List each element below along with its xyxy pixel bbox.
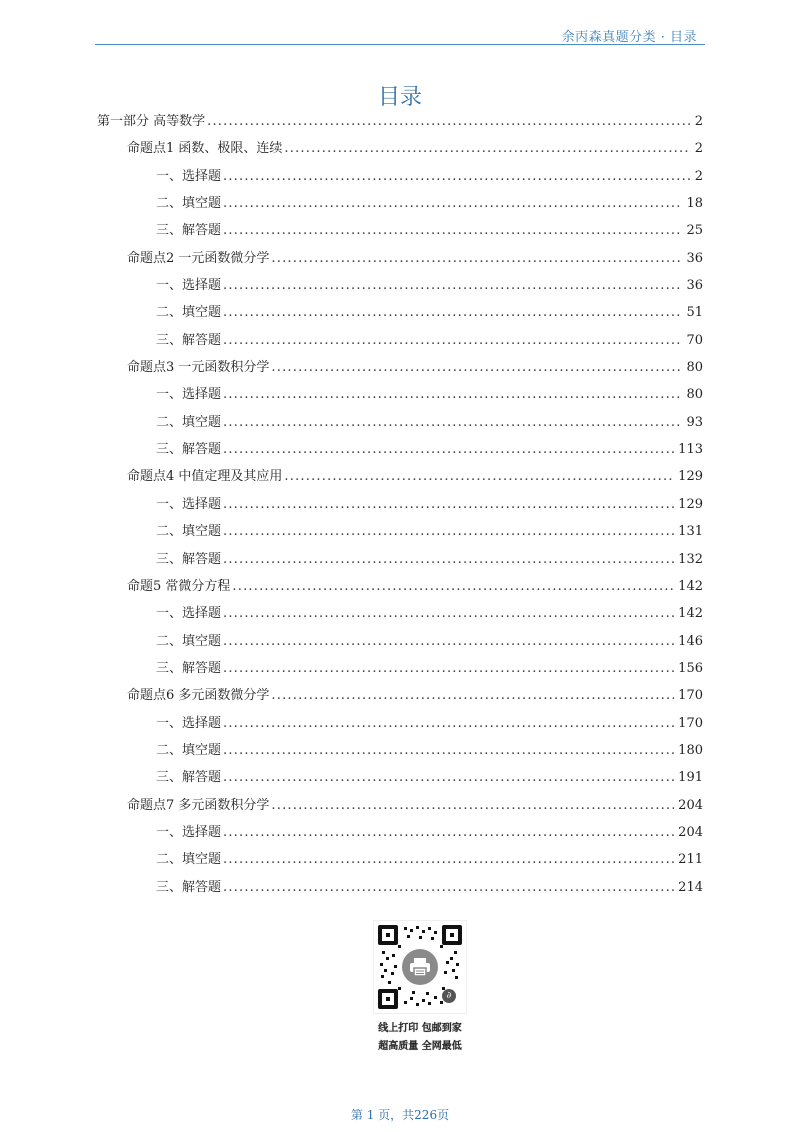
toc-part[interactable]	[95, 108, 705, 135]
toc-section[interactable]	[95, 518, 705, 545]
toc-section[interactable]	[95, 436, 705, 463]
toc-leader-dots	[223, 381, 682, 408]
toc-page-number: 211	[678, 852, 703, 868]
toc-label: 一、选择题	[156, 606, 222, 622]
toc-label: 命题点6 多元函数微分学	[127, 688, 270, 704]
toc-page-number: 204	[678, 797, 703, 813]
toc-label: 三、解答题	[156, 770, 222, 786]
toc-label: 三、解答题	[156, 551, 222, 567]
toc-leader-dots	[223, 600, 674, 627]
toc-section[interactable]	[95, 819, 705, 846]
toc-page-number: 214	[678, 879, 703, 895]
toc-leader-dots	[271, 354, 682, 381]
toc-page-number: 2	[694, 114, 703, 129]
toc-leader-dots	[223, 518, 674, 545]
mini-program-icon: ∂	[442, 989, 456, 1003]
toc-page-number: 170	[678, 715, 703, 731]
toc-section[interactable]	[95, 299, 705, 326]
toc-page-number: 2	[694, 168, 703, 184]
toc-label: 二、填空题	[156, 852, 222, 868]
toc-leader-dots	[223, 327, 682, 354]
toc-leader-dots	[284, 463, 674, 490]
toc-leader-dots	[223, 299, 682, 326]
header-text: 余丙森真题分类 · 目录	[561, 30, 697, 45]
toc-page-number: 131	[678, 524, 703, 540]
toc-chapter[interactable]	[95, 463, 705, 490]
toc-page-number: 132	[678, 551, 703, 567]
toc-label: 一、选择题	[156, 278, 222, 294]
toc-leader-dots	[223, 819, 674, 846]
toc-label: 命题点7 多元函数积分学	[127, 797, 270, 813]
toc-chapter[interactable]	[95, 792, 705, 819]
toc-label: 命题点4 中值定理及其应用	[127, 469, 283, 485]
toc-label: 三、解答题	[156, 223, 222, 239]
toc-leader-dots	[232, 573, 674, 600]
toc-leader-dots	[223, 163, 691, 190]
printer-icon	[402, 949, 438, 985]
toc-chapter[interactable]	[95, 135, 705, 162]
toc-page-number: 170	[678, 688, 703, 704]
toc-section[interactable]	[95, 381, 705, 408]
toc-chapter[interactable]	[95, 573, 705, 600]
toc-chapter[interactable]	[95, 682, 705, 709]
toc-label: 二、填空题	[156, 414, 222, 430]
toc-page-number: 2	[694, 141, 703, 157]
qr-code[interactable]	[373, 920, 467, 1014]
toc-chapter[interactable]	[95, 354, 705, 381]
toc-leader-dots	[223, 628, 674, 655]
toc-leader-dots	[271, 792, 674, 819]
toc-page-number: 36	[686, 250, 703, 266]
toc-section[interactable]	[95, 737, 705, 764]
toc-page-number: 70	[686, 332, 703, 348]
toc-section[interactable]	[95, 655, 705, 682]
toc-label: 一、选择题	[156, 387, 222, 403]
toc-section[interactable]	[95, 409, 705, 436]
toc-label: 一、选择题	[156, 168, 222, 184]
toc-page-number: 204	[678, 824, 703, 840]
toc-label: 三、解答题	[156, 332, 222, 348]
toc-leader-dots	[223, 710, 674, 737]
toc-page-number: 51	[686, 305, 703, 321]
toc-label: 一、选择题	[156, 496, 222, 512]
toc-label: 一、选择题	[156, 715, 222, 731]
toc-label: 第一部分 高等数学	[97, 114, 206, 129]
toc-leader-dots	[223, 190, 682, 217]
toc-leader-dots	[223, 764, 674, 791]
toc-leader-dots	[223, 409, 682, 436]
toc-label: 三、解答题	[156, 442, 222, 458]
toc-label: 二、填空题	[156, 524, 222, 540]
toc-page-number: 36	[686, 278, 703, 294]
toc-label: 命题点1 函数、极限、连续	[127, 141, 283, 157]
toc-leader-dots	[223, 737, 674, 764]
toc-label: 命题点3 一元函数积分学	[127, 360, 270, 376]
toc-label: 三、解答题	[156, 660, 222, 676]
toc-section[interactable]	[95, 600, 705, 627]
toc-page-number: 93	[686, 414, 703, 430]
toc-page-number: 25	[686, 223, 703, 239]
toc-page-number: 80	[686, 387, 703, 403]
toc-leader-dots	[223, 491, 674, 518]
toc-page-number: 142	[678, 606, 703, 622]
toc-page-number: 146	[678, 633, 703, 649]
toc-leader-dots	[223, 546, 674, 573]
toc-chapter[interactable]	[95, 245, 705, 272]
toc-section[interactable]	[95, 272, 705, 299]
toc-leader-dots	[207, 108, 691, 135]
toc-section[interactable]	[95, 491, 705, 518]
toc-label: 二、填空题	[156, 633, 222, 649]
toc-section[interactable]	[95, 628, 705, 655]
toc-section[interactable]	[95, 190, 705, 217]
toc-page-number: 180	[678, 742, 703, 758]
toc-section[interactable]	[95, 764, 705, 791]
toc-section[interactable]	[95, 163, 705, 190]
toc-label: 二、填空题	[156, 196, 222, 212]
qr-promo	[372, 920, 468, 1056]
toc-leader-dots	[223, 655, 674, 682]
toc-page-number: 80	[686, 360, 703, 376]
toc-section[interactable]	[95, 327, 705, 354]
toc-leader-dots	[223, 874, 674, 901]
page-footer: 第 1 页，共226页	[350, 1108, 450, 1122]
toc-label: 一、选择题	[156, 824, 222, 840]
toc-page-number: 129	[678, 469, 703, 485]
toc-leader-dots	[223, 846, 674, 873]
toc-page-number: 156	[678, 660, 703, 676]
toc-label: 二、填空题	[156, 305, 222, 321]
toc-page-number: 191	[678, 770, 703, 786]
toc-section[interactable]	[95, 846, 705, 873]
table-of-contents	[95, 108, 705, 901]
toc-leader-dots	[223, 272, 682, 299]
toc-page-number: 18	[686, 196, 703, 212]
toc-label: 三、解答题	[156, 879, 222, 895]
toc-page-number: 113	[678, 442, 703, 458]
toc-page-number: 142	[678, 578, 703, 594]
qr-caption-line1: 线上打印 包邮到家	[378, 1023, 462, 1034]
toc-leader-dots	[284, 135, 690, 162]
toc-section[interactable]	[95, 710, 705, 737]
page-header	[95, 24, 705, 45]
toc-label: 命题5 常微分方程	[127, 578, 231, 594]
qr-caption-line2: 超高质量 全网最低	[378, 1041, 462, 1052]
toc-leader-dots	[271, 682, 674, 709]
toc-section[interactable]	[95, 546, 705, 573]
toc-section[interactable]	[95, 874, 705, 901]
toc-label: 二、填空题	[156, 742, 222, 758]
toc-page-number: 129	[678, 496, 703, 512]
page-title: 目录	[377, 85, 422, 110]
toc-leader-dots	[271, 245, 682, 272]
toc-section[interactable]	[95, 217, 705, 244]
toc-label: 命题点2 一元函数微分学	[127, 250, 270, 266]
toc-leader-dots	[223, 436, 674, 463]
toc-leader-dots	[223, 217, 682, 244]
